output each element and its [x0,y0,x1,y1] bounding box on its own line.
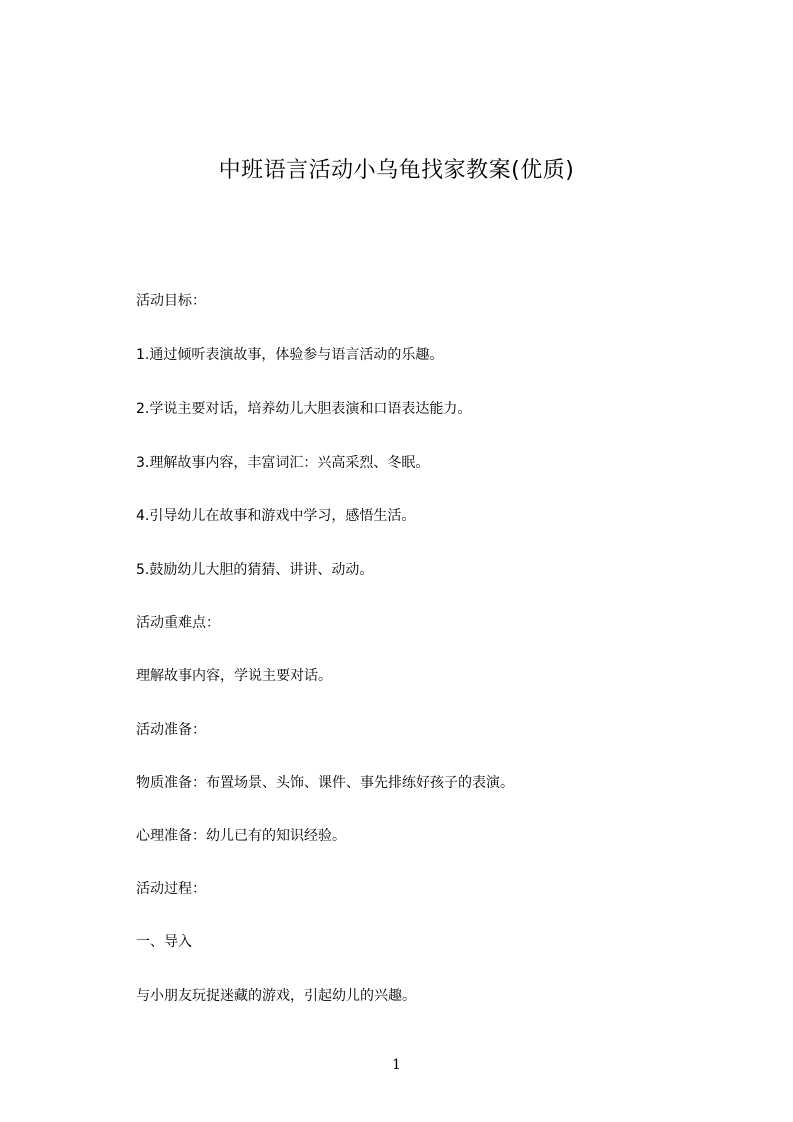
mental-preparation-text: 心理准备：幼儿已有的知识经验。 [136,828,346,844]
goal-item-2: 2.学说主要对话，培养幼儿大胆表演和口语表达能力。 [136,401,472,417]
section-heading-preparation: 活动准备： [136,722,206,738]
section-heading-key-points: 活动重难点： [136,615,220,631]
goal-item-3: 3.理解故事内容，丰富词汇：兴高采烈、冬眠。 [136,455,430,471]
goal-item-5: 5.鼓励幼儿大胆的猜猜、讲讲、动动。 [136,562,374,578]
process-step-heading-intro: 一、导入 [136,934,192,950]
material-preparation-text: 物质准备：布置场景、头饰、课件、事先排练好孩子的表演。 [136,775,514,791]
goal-item-4: 4.引导幼儿在故事和游戏中学习，感悟生活。 [136,508,416,524]
page-number: 1 [392,1057,401,1073]
section-heading-goals: 活动目标： [136,293,206,309]
section-heading-process: 活动过程： [136,881,206,897]
goal-item-1: 1.通过倾听表演故事，体验参与语言活动的乐趣。 [136,347,444,363]
key-points-text: 理解故事内容，学说主要对话。 [136,668,332,684]
page-title: 中班语言活动小乌龟找家教案(优质) [218,157,575,183]
intro-text: 与小朋友玩捉迷藏的游戏，引起幼儿的兴趣。 [136,988,416,1004]
